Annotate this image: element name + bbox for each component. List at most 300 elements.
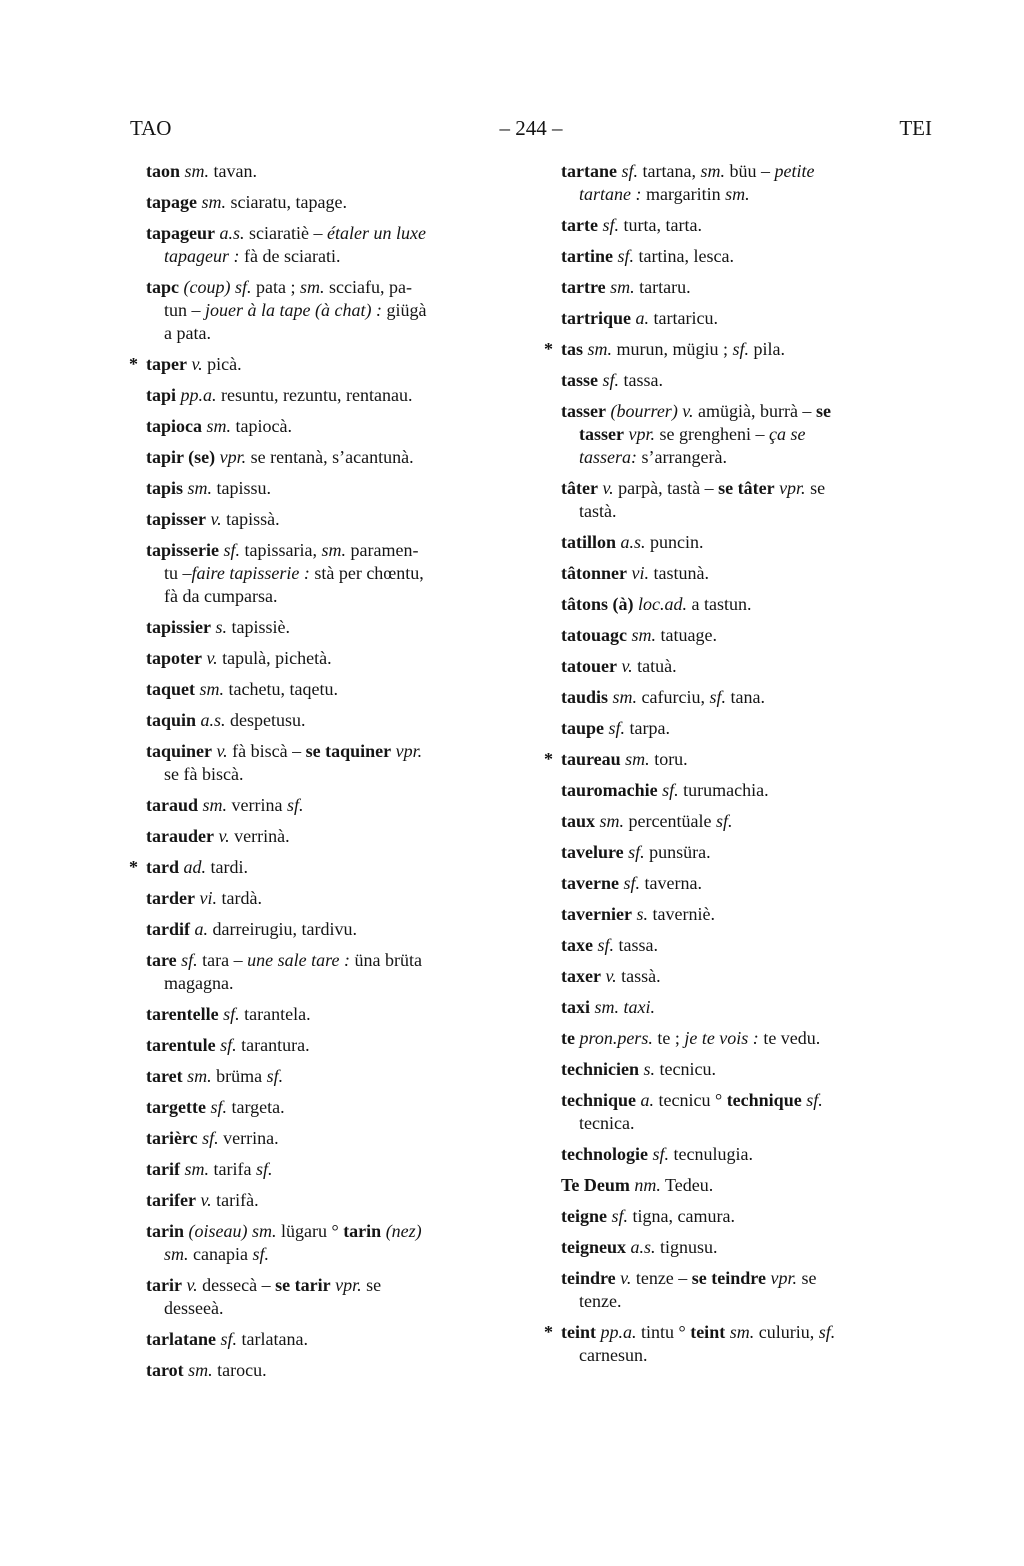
entry-line — [146, 740, 518, 763]
grammar-label: sm. — [583, 339, 613, 359]
dictionary-entry — [146, 616, 518, 639]
entry-line — [146, 1034, 518, 1057]
grammar-label: loc.ad. — [633, 594, 687, 614]
translation: fà da cumparsa. — [164, 586, 278, 606]
entry-line — [561, 717, 931, 740]
headword: tarder — [146, 888, 195, 908]
grammar-label: sm. — [164, 1244, 189, 1264]
entry-line — [146, 887, 518, 910]
translation: canapia — [188, 1244, 253, 1264]
translation: resuntu, rezuntu, rentanau. — [216, 385, 413, 405]
translation: tarantura. — [236, 1035, 310, 1055]
grammar-label: je te vois : — [684, 1028, 759, 1048]
dictionary-entry — [146, 825, 518, 848]
entry-line — [146, 709, 518, 732]
dictionary-entry — [129, 856, 518, 879]
grammar-label: sm. — [195, 679, 225, 699]
translation: se rentanà, s’acantunà. — [246, 447, 414, 467]
dictionary-entry — [146, 1127, 518, 1150]
entry-line — [146, 763, 518, 786]
translation: tarifa — [209, 1159, 256, 1179]
translation: taverniè. — [647, 904, 715, 924]
grammar-label: a.s. — [626, 1237, 656, 1257]
headword: tarentule — [146, 1035, 216, 1055]
translation: pila. — [749, 339, 786, 359]
grammar-label: sf. — [255, 1159, 273, 1179]
grammar-label: faire tapisserie : — [191, 563, 310, 583]
dictionary-entry — [561, 214, 931, 237]
entry-line — [146, 160, 518, 183]
translation: se grengheni – — [654, 424, 769, 444]
grammar-label: sf. — [218, 1004, 240, 1024]
headword: tauromachie — [561, 780, 658, 800]
grammar-label: sm. — [627, 625, 657, 645]
asterisk-marker: * — [544, 749, 553, 769]
headword: tarauder — [146, 826, 214, 846]
translation: tarlatana. — [237, 1329, 308, 1349]
translation: a pata. — [164, 323, 211, 343]
translation: magagna. — [164, 973, 234, 993]
headword: teigne — [561, 1206, 607, 1226]
entry-line — [146, 562, 518, 585]
translation: tastà. — [579, 501, 617, 521]
entry-line — [146, 508, 518, 531]
headword: technique — [561, 1090, 637, 1110]
translation: tachetu, taqetu. — [224, 679, 338, 699]
headword: tartine — [561, 246, 613, 266]
translation: tignusu. — [655, 1237, 718, 1257]
grammar-label: v. — [195, 1190, 212, 1210]
entry-line — [561, 655, 931, 678]
grammar-label: vpr. — [330, 1275, 362, 1295]
translation: tastunà. — [649, 563, 709, 583]
translation: percentüale — [624, 811, 716, 831]
entry-line — [561, 1027, 931, 1050]
entry-line — [561, 1143, 931, 1166]
translation: se — [796, 1268, 817, 1288]
entry-line — [561, 214, 931, 237]
grammar-label: sm. — [725, 1322, 755, 1342]
translation: amügià, burrà – — [693, 401, 816, 421]
headword: se teindre — [691, 1268, 766, 1288]
grammar-label: vpr. — [774, 478, 806, 498]
headword: tarif — [146, 1159, 180, 1179]
grammar-label: sm. — [321, 540, 346, 560]
headword: tartre — [561, 277, 606, 297]
headword: tare — [146, 950, 177, 970]
dictionary-entry — [146, 678, 518, 701]
grammar-label: sm. — [197, 192, 227, 212]
dictionary-entry — [146, 887, 518, 910]
grammar-label: sf. — [252, 1244, 269, 1264]
dictionary-entry — [146, 160, 518, 183]
translation: cafurciu, — [637, 687, 710, 707]
grammar-label: sf. — [616, 161, 638, 181]
grammar-label: pp.a. — [176, 385, 217, 405]
translation: tarpa. — [625, 718, 671, 738]
translation: tartina, lesca. — [634, 246, 734, 266]
dictionary-entry — [561, 996, 931, 1019]
headword: taquet — [146, 679, 195, 699]
dictionary-entry — [561, 872, 931, 895]
headword: taquin — [146, 710, 197, 730]
dictionary-entry — [146, 477, 518, 500]
dictionary-entry — [561, 965, 931, 988]
grammar-label: sf. — [715, 811, 733, 831]
entry-line — [561, 810, 931, 833]
headword: taux — [561, 811, 596, 831]
headword: tatouer — [561, 656, 617, 676]
entry-line — [561, 965, 931, 988]
entry-line — [146, 222, 518, 245]
entry-line — [146, 949, 518, 972]
grammar-label: sf. — [623, 842, 645, 862]
grammar-label: vi. — [627, 563, 649, 583]
dictionary-entry — [561, 686, 931, 709]
entry-line — [146, 1328, 518, 1351]
headword: tâtons (à) — [561, 594, 634, 614]
translation: desseeà. — [164, 1298, 224, 1318]
grammar-label: sf. — [597, 215, 619, 235]
grammar-label: a.s. — [616, 532, 646, 552]
headword: tapis — [146, 478, 184, 498]
headword: teindre — [561, 1268, 616, 1288]
translation: fà de sciarati. — [239, 246, 341, 266]
headword: technicien — [561, 1059, 639, 1079]
translation: turumachia. — [678, 780, 769, 800]
headword: tapc — [146, 277, 179, 297]
grammar-label: sf. — [648, 1144, 670, 1164]
headword: tapisserie — [146, 540, 219, 560]
grammar-label: vpr. — [623, 424, 655, 444]
dictionary-entry — [544, 338, 931, 361]
grammar-label: sf. — [618, 873, 640, 893]
grammar-label: a. — [636, 1090, 655, 1110]
translation: tartaru. — [634, 277, 691, 297]
dictionary-entry — [561, 477, 931, 523]
entry-line — [561, 531, 931, 554]
grammar-label: s. — [639, 1059, 656, 1079]
translation: dessecà – — [197, 1275, 276, 1295]
headword: tatillon — [561, 532, 617, 552]
grammar-label: v. — [212, 741, 228, 761]
dictionary-entry — [146, 1065, 518, 1088]
translation: se — [361, 1275, 382, 1295]
entry-line — [561, 593, 931, 616]
dictionary-entry — [146, 1096, 518, 1119]
grammar-label: ad. — [179, 857, 206, 877]
asterisk-marker: * — [129, 857, 138, 877]
entry-line — [146, 1243, 518, 1266]
headword: tard — [146, 857, 179, 877]
grammar-label: vi. — [194, 888, 217, 908]
dictionary-entry — [146, 1189, 518, 1212]
entry-line — [146, 415, 518, 438]
grammar-label: étaler un luxe — [326, 223, 426, 243]
grammar-label: (oiseau) sm. — [184, 1221, 277, 1241]
headword: tavelure — [561, 842, 624, 862]
headword: tardif — [146, 919, 190, 939]
translation: tarantela. — [239, 1004, 311, 1024]
headword: se — [815, 401, 831, 421]
translation: s’arrangerà. — [637, 447, 727, 467]
translation: tenze – — [631, 1268, 692, 1288]
headword: taquiner — [146, 741, 213, 761]
translation: brüma — [211, 1066, 267, 1086]
dictionary-entry — [561, 276, 931, 299]
headword: taverne — [561, 873, 619, 893]
entry-line — [146, 191, 518, 214]
header-left-guide-word: TAO — [130, 116, 172, 140]
headword: tapisser — [146, 509, 206, 529]
headword: taxer — [561, 966, 601, 986]
grammar-label: sf. — [612, 246, 634, 266]
grammar-label: sf. — [266, 1066, 284, 1086]
entry-line — [146, 1127, 518, 1150]
translation: tavan. — [209, 161, 258, 181]
translation: turta, tarta. — [618, 215, 702, 235]
grammar-label: sf. — [818, 1322, 836, 1342]
entry-line — [146, 477, 518, 500]
translation: üna brüta — [349, 950, 422, 970]
entry-line — [146, 353, 518, 376]
grammar-label: sf. — [205, 1097, 227, 1117]
headword: Te Deum — [561, 1175, 630, 1195]
entry-line — [146, 245, 518, 268]
translation: a tastun. — [687, 594, 752, 614]
grammar-label: tartane : — [579, 184, 642, 204]
entry-line — [561, 500, 931, 523]
translation: giügà — [381, 300, 427, 320]
dictionary-entry — [146, 1003, 518, 1026]
translation: tartana, — [638, 161, 701, 181]
dictionary-entry — [561, 245, 931, 268]
grammar-label: sf. — [215, 1329, 237, 1349]
grammar-label: v. — [616, 656, 633, 676]
grammar-label: (bourrer) v. — [605, 401, 694, 421]
dictionary-entry — [561, 841, 931, 864]
dictionary-entry — [146, 1158, 518, 1181]
dictionary-entry — [561, 1089, 931, 1135]
headword: tapage — [146, 192, 197, 212]
entry-line — [146, 1158, 518, 1181]
dictionary-entry — [146, 1359, 518, 1382]
headword: teint — [561, 1322, 596, 1342]
grammar-label: sf. — [598, 370, 620, 390]
dictionary-entry — [146, 949, 518, 995]
translation: tun – — [164, 300, 206, 320]
dictionary-entry — [561, 400, 931, 469]
headword: teigneux — [561, 1237, 626, 1257]
grammar-label: sm. — [725, 184, 750, 204]
headword: tavernier — [561, 904, 632, 924]
entry-line — [146, 825, 518, 848]
entry-line — [146, 678, 518, 701]
entry-line — [146, 918, 518, 941]
grammar-label: ça se — [768, 424, 806, 444]
grammar-label: sf. — [657, 780, 679, 800]
dictionary-entry — [561, 369, 931, 392]
translation: Tedeu. — [660, 1175, 714, 1195]
grammar-label: sm. — [700, 161, 725, 181]
translation: tardà. — [216, 888, 262, 908]
grammar-label: petite — [774, 161, 815, 181]
headword: targette — [146, 1097, 206, 1117]
dictionary-entry — [561, 593, 931, 616]
grammar-label: a.s. — [215, 223, 245, 243]
grammar-label: jouer à la tape (à chat) : — [205, 300, 382, 320]
headword: se tâter — [718, 478, 775, 498]
entry-line — [561, 276, 931, 299]
headword: tarot — [146, 1360, 184, 1380]
headword: taxe — [561, 935, 593, 955]
headword: technique — [726, 1090, 802, 1110]
grammar-label: v. — [600, 966, 617, 986]
translation: tenze. — [579, 1291, 622, 1311]
headword: tapageur — [146, 223, 215, 243]
translation: se — [805, 478, 826, 498]
dictionary-entry — [146, 1328, 518, 1351]
translation: verrina. — [218, 1128, 279, 1148]
translation: tecnica. — [579, 1113, 635, 1133]
translation: tardi. — [206, 857, 248, 877]
headword: tarentelle — [146, 1004, 219, 1024]
entry-line — [561, 779, 931, 802]
entry-line — [561, 624, 931, 647]
grammar-label: sm. taxi. — [590, 997, 655, 1017]
entry-line — [146, 539, 518, 562]
entry-line — [561, 1112, 931, 1135]
entry-line — [561, 996, 931, 1019]
translation: tatuà. — [632, 656, 677, 676]
entry-line — [146, 1065, 518, 1088]
grammar-label: sm. — [183, 478, 213, 498]
entry-line — [561, 1089, 931, 1112]
grammar-label: sf. — [197, 1128, 219, 1148]
grammar-label: sf. — [176, 950, 198, 970]
grammar-label: sf. — [606, 1206, 628, 1226]
grammar-label: sf. — [801, 1090, 823, 1110]
dictionary-entry — [561, 779, 931, 802]
grammar-label: a. — [630, 308, 649, 328]
translation: tarocu. — [212, 1360, 267, 1380]
headword: tapioca — [146, 416, 202, 436]
translation: tara – — [197, 950, 248, 970]
translation: tassa. — [619, 370, 664, 390]
headword: taureau — [561, 749, 621, 769]
headword: technologie — [561, 1144, 648, 1164]
dictionary-entry — [146, 1034, 518, 1057]
translation: tapiocà. — [231, 416, 292, 436]
entry-line — [146, 1274, 518, 1297]
headword: tartrique — [561, 308, 631, 328]
translation: tu – — [164, 563, 192, 583]
entry-line — [146, 384, 518, 407]
dictionary-entry — [561, 655, 931, 678]
grammar-label: sf. — [218, 540, 240, 560]
grammar-label: sm. — [183, 1360, 213, 1380]
translation: tartaricu. — [648, 308, 718, 328]
translation: tarifà. — [211, 1190, 259, 1210]
entry-line — [561, 872, 931, 895]
grammar-label: sm. — [179, 1159, 209, 1179]
grammar-label: sm. — [605, 277, 635, 297]
grammar-label: sm. — [202, 416, 232, 436]
grammar-label: (coup) sf. — [179, 277, 252, 297]
translation: tapissiè. — [227, 617, 291, 637]
translation: te ; — [652, 1028, 685, 1048]
translation: sciaratiè – — [244, 223, 327, 243]
headword: tapi — [146, 385, 177, 405]
grammar-label: nm. — [629, 1175, 661, 1195]
entry-line — [146, 856, 518, 879]
dictionary-entry — [561, 160, 931, 206]
translation: murun, mügiu ; — [612, 339, 733, 359]
grammar-label: vpr. — [391, 741, 423, 761]
entry-line — [561, 562, 931, 585]
headword: tapissier — [146, 617, 211, 637]
headword: se taquiner — [305, 741, 392, 761]
translation: scciafu, pa- — [324, 277, 412, 297]
entry-line — [561, 1236, 931, 1259]
dictionary-entry — [561, 562, 931, 585]
header-right-guide-word: TEI — [899, 116, 932, 140]
translation: taverna. — [640, 873, 702, 893]
translation: tecnulugia. — [669, 1144, 753, 1164]
dictionary-entry — [561, 1058, 931, 1081]
grammar-label: v. — [615, 1268, 632, 1288]
entry-line — [146, 794, 518, 817]
headword: taxi — [561, 997, 590, 1017]
left-column — [129, 160, 518, 1390]
translation: pata ; — [251, 277, 300, 297]
grammar-label: sm. — [595, 811, 625, 831]
grammar-label: vpr. — [765, 1268, 797, 1288]
entry-line — [146, 585, 518, 608]
translation: tecnicu. — [655, 1059, 716, 1079]
grammar-label: (nez) — [381, 1221, 422, 1241]
grammar-label: sm. — [180, 161, 210, 181]
headword: tâtonner — [561, 563, 627, 583]
translation: parpà, tastà – — [613, 478, 719, 498]
dictionary-entry — [561, 810, 931, 833]
entry-line — [561, 1174, 931, 1197]
dictionary-entry — [544, 748, 931, 771]
entry-line — [146, 1359, 518, 1382]
translation: te vedu. — [758, 1028, 821, 1048]
entry-line — [561, 400, 931, 423]
entry-line — [146, 616, 518, 639]
dictionary-entry — [561, 307, 931, 330]
asterisk-marker: * — [544, 339, 553, 359]
right-column — [544, 160, 931, 1375]
grammar-label: s. — [211, 617, 228, 637]
entry-line — [561, 1205, 931, 1228]
translation: culuriu, — [754, 1322, 819, 1342]
entry-line — [561, 903, 931, 926]
entry-line — [561, 338, 931, 361]
grammar-label: pp.a. — [596, 1322, 637, 1342]
entry-line — [146, 1220, 518, 1243]
translation: tana. — [726, 687, 766, 707]
entry-line — [561, 686, 931, 709]
translation: tapissà. — [221, 509, 280, 529]
grammar-label: sf. — [287, 795, 304, 815]
translation: despetusu. — [225, 710, 306, 730]
grammar-label: sf. — [215, 1035, 237, 1055]
translation: lügaru ° — [276, 1221, 344, 1241]
grammar-label: sm. — [182, 1066, 212, 1086]
